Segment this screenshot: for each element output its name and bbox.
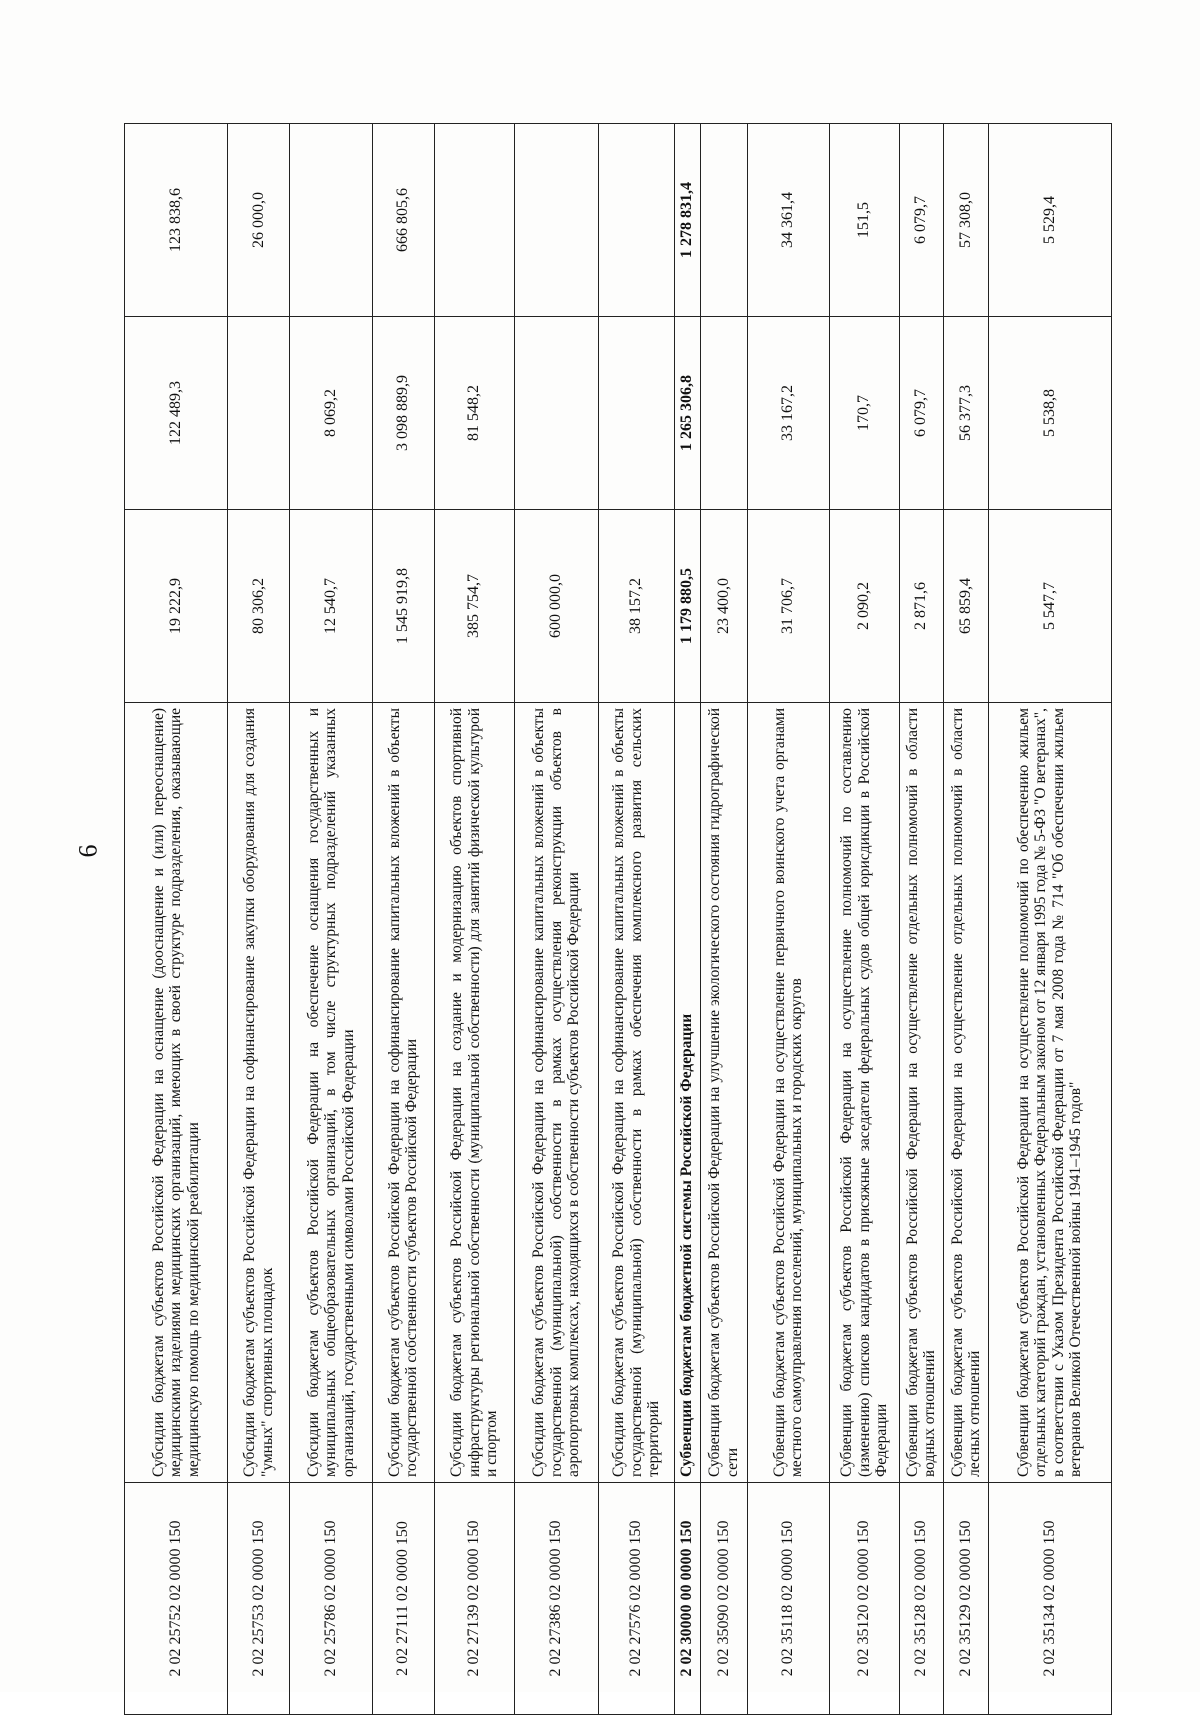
amount-year-2-cell: 6 079,7 xyxy=(899,317,944,510)
table-row xyxy=(227,124,290,1715)
amount-year-3-cell: 123 838,6 xyxy=(125,124,228,317)
table-row xyxy=(290,124,373,1715)
table-row xyxy=(700,124,747,1715)
amount-year-1-cell: 2 871,6 xyxy=(899,510,944,703)
budget-code-cell: 2 02 27111 02 0000 150 xyxy=(373,1483,434,1715)
table-row xyxy=(373,124,434,1715)
revenue-name-cell: Субсидии бюджетам субъектов Российской Федерации на софинансирование капитальных вложений в объекты государственной собственности субъектов Российской Федерации xyxy=(373,703,434,1483)
amount-year-1-cell: 38 157,2 xyxy=(598,510,674,703)
amount-year-3-cell: 6 079,7 xyxy=(899,124,944,317)
amount-year-1-cell: 65 859,4 xyxy=(944,510,989,703)
revenue-name-cell: Субвенции бюджетам субъектов Российской Федерации на осуществление первичного воинского учета органами местного самоуправления поселений, муниципальных и городских округов xyxy=(747,703,830,1483)
amount-year-2-cell: 33 167,2 xyxy=(747,317,830,510)
amount-year-2-cell: 122 489,3 xyxy=(125,317,228,510)
revenue-name-cell: Субсидии бюджетам субъектов Российской Федерации на обеспечение оснащения государственных и муниципальных общеобразовательных организаций, в том числе структурных подразделений указанных организаций, государственными символами Российской Федерации xyxy=(290,703,373,1483)
amount-year-2-cell: 1 265 306,8 xyxy=(674,317,700,510)
amount-year-2-cell xyxy=(515,317,599,510)
revenue-name-cell: Субвенции бюджетам субъектов Российской Федерации на улучшение экологического состояния гидрографической сети xyxy=(700,703,747,1483)
amount-year-1-cell: 1 545 919,8 xyxy=(373,510,434,703)
amount-year-3-cell: 151,5 xyxy=(830,124,899,317)
amount-year-1-cell: 31 706,7 xyxy=(747,510,830,703)
amount-year-1-cell: 5 547,7 xyxy=(988,510,1111,703)
budget-code-cell: 2 02 27576 02 0000 150 xyxy=(598,1483,674,1715)
amount-year-3-cell: 1 278 831,4 xyxy=(674,124,700,317)
amount-year-3-cell xyxy=(290,124,373,317)
amount-year-2-cell: 56 377,3 xyxy=(944,317,989,510)
table-row xyxy=(125,124,228,1715)
budget-code-cell: 2 02 25786 02 0000 150 xyxy=(290,1483,373,1715)
amount-year-1-cell: 1 179 880,5 xyxy=(674,510,700,703)
revenue-name-cell: Субвенции бюджетам субъектов Российской Федерации на осуществление отдельных полномочий в области лесных отношений xyxy=(944,703,989,1483)
table-row xyxy=(988,124,1111,1715)
amount-year-1-cell: 2 090,2 xyxy=(830,510,899,703)
amount-year-3-cell xyxy=(598,124,674,317)
amount-year-2-cell xyxy=(700,317,747,510)
table-row xyxy=(944,124,989,1715)
amount-year-1-cell: 19 222,9 xyxy=(125,510,228,703)
table-row xyxy=(434,124,514,1715)
revenue-name-cell: Субсидии бюджетам субъектов Российской Федерации на софинансирование закупки оборудования для создания "умных" спортивных площадок xyxy=(227,703,290,1483)
revenue-name-cell: Субсидии бюджетам субъектов Российской Федерации на софинансирование капитальных вложений в объекты государственной (муниципальной) собственности в рамках обеспечения комплексного развития сельских территорий xyxy=(598,703,674,1483)
table-row xyxy=(747,124,830,1715)
table-frame xyxy=(124,123,1112,1715)
budget-code-cell: 2 02 35134 02 0000 150 xyxy=(988,1483,1111,1715)
page-number: 6 xyxy=(73,844,103,858)
revenue-name-cell: Субвенции бюджетам субъектов Российской Федерации на осуществление полномочий по обеспечению жильем отдельных категорий граждан, установленных Федеральным законом от 12 января 1995 года № 5-ФЗ "О ветеранах", в соответствии с Указом Президента Российской Федерации от 7 мая 2008 года № 714 "Об обеспечении жильем ветеранов Великой Отечественной войны 1941–1945 годов" xyxy=(988,703,1111,1483)
amount-year-2-cell: 3 098 889,9 xyxy=(373,317,434,510)
revenue-name-cell: Субсидии бюджетам субъектов Российской Федерации на создание и модернизацию объектов спортивной инфраструктуры региональной собственности (муниципальной собственности) для занятий физической культурой и спортом xyxy=(434,703,514,1483)
revenue-name-cell: Субсидии бюджетам субъектов Российской Федерации на софинансирование капитальных вложений в объекты государственной (муниципальной) собственности в рамках осуществления реконструкции объектов в аэропортовых комплексах, находящихся в собственности субъектов Российской Федерации xyxy=(515,703,599,1483)
amount-year-2-cell xyxy=(598,317,674,510)
table-row xyxy=(830,124,899,1715)
table-row xyxy=(899,124,944,1715)
revenue-name-cell: Субвенции бюджетам бюджетной системы Российской Федерации xyxy=(674,703,700,1483)
table-body xyxy=(125,124,1112,1715)
budget-code-cell: 2 02 27386 02 0000 150 xyxy=(515,1483,599,1715)
amount-year-2-cell: 81 548,2 xyxy=(434,317,514,510)
amount-year-3-cell xyxy=(515,124,599,317)
revenue-name-cell: Субсидии бюджетам субъектов Российской Федерации на оснащение (дооснащение и (или) переоснащение) медицинскими изделиями медицинских организаций, имеющих в своей структуре подразделения, оказывающие медицинскую помощь по медицинской реабилитации xyxy=(125,703,228,1483)
revenue-name-cell: Субвенции бюджетам субъектов Российской Федерации на осуществление отдельных полномочий в области водных отношений xyxy=(899,703,944,1483)
budget-code-cell: 2 02 35120 02 0000 150 xyxy=(830,1483,899,1715)
table-row xyxy=(674,124,700,1715)
amount-year-3-cell: 26 000,0 xyxy=(227,124,290,317)
amount-year-2-cell: 8 069,2 xyxy=(290,317,373,510)
amount-year-2-cell xyxy=(227,317,290,510)
amount-year-3-cell xyxy=(700,124,747,317)
amount-year-1-cell: 12 540,7 xyxy=(290,510,373,703)
budget-code-cell: 2 02 25753 02 0000 150 xyxy=(227,1483,290,1715)
amount-year-1-cell: 23 400,0 xyxy=(700,510,747,703)
budget-code-cell: 2 02 25752 02 0000 150 xyxy=(125,1483,228,1715)
budget-revenue-table xyxy=(124,123,1112,1715)
budget-code-cell: 2 02 35128 02 0000 150 xyxy=(899,1483,944,1715)
amount-year-1-cell: 80 306,2 xyxy=(227,510,290,703)
rotated-table-container xyxy=(124,123,1112,1715)
table-row xyxy=(598,124,674,1715)
budget-code-cell: 2 02 35118 02 0000 150 xyxy=(747,1483,830,1715)
budget-code-cell: 2 02 30000 00 0000 150 xyxy=(674,1483,700,1715)
amount-year-1-cell: 600 000,0 xyxy=(515,510,599,703)
budget-code-cell: 2 02 27139 02 0000 150 xyxy=(434,1483,514,1715)
amount-year-2-cell: 170,7 xyxy=(830,317,899,510)
amount-year-2-cell: 5 538,8 xyxy=(988,317,1111,510)
amount-year-3-cell xyxy=(434,124,514,317)
budget-code-cell: 2 02 35129 02 0000 150 xyxy=(944,1483,989,1715)
amount-year-3-cell: 34 361,4 xyxy=(747,124,830,317)
table-row xyxy=(515,124,599,1715)
amount-year-3-cell: 57 308,0 xyxy=(944,124,989,317)
budget-code-cell: 2 02 35090 02 0000 150 xyxy=(700,1483,747,1715)
amount-year-3-cell: 666 805,6 xyxy=(373,124,434,317)
revenue-name-cell: Субвенции бюджетам субъектов Российской Федерации на осуществление полномочий по составлению (изменению) списков кандидатов в присяжные заседатели федеральных судов общей юрисдикции в Российской Федерации xyxy=(830,703,899,1483)
amount-year-3-cell: 5 529,4 xyxy=(988,124,1111,317)
amount-year-1-cell: 385 754,7 xyxy=(434,510,514,703)
